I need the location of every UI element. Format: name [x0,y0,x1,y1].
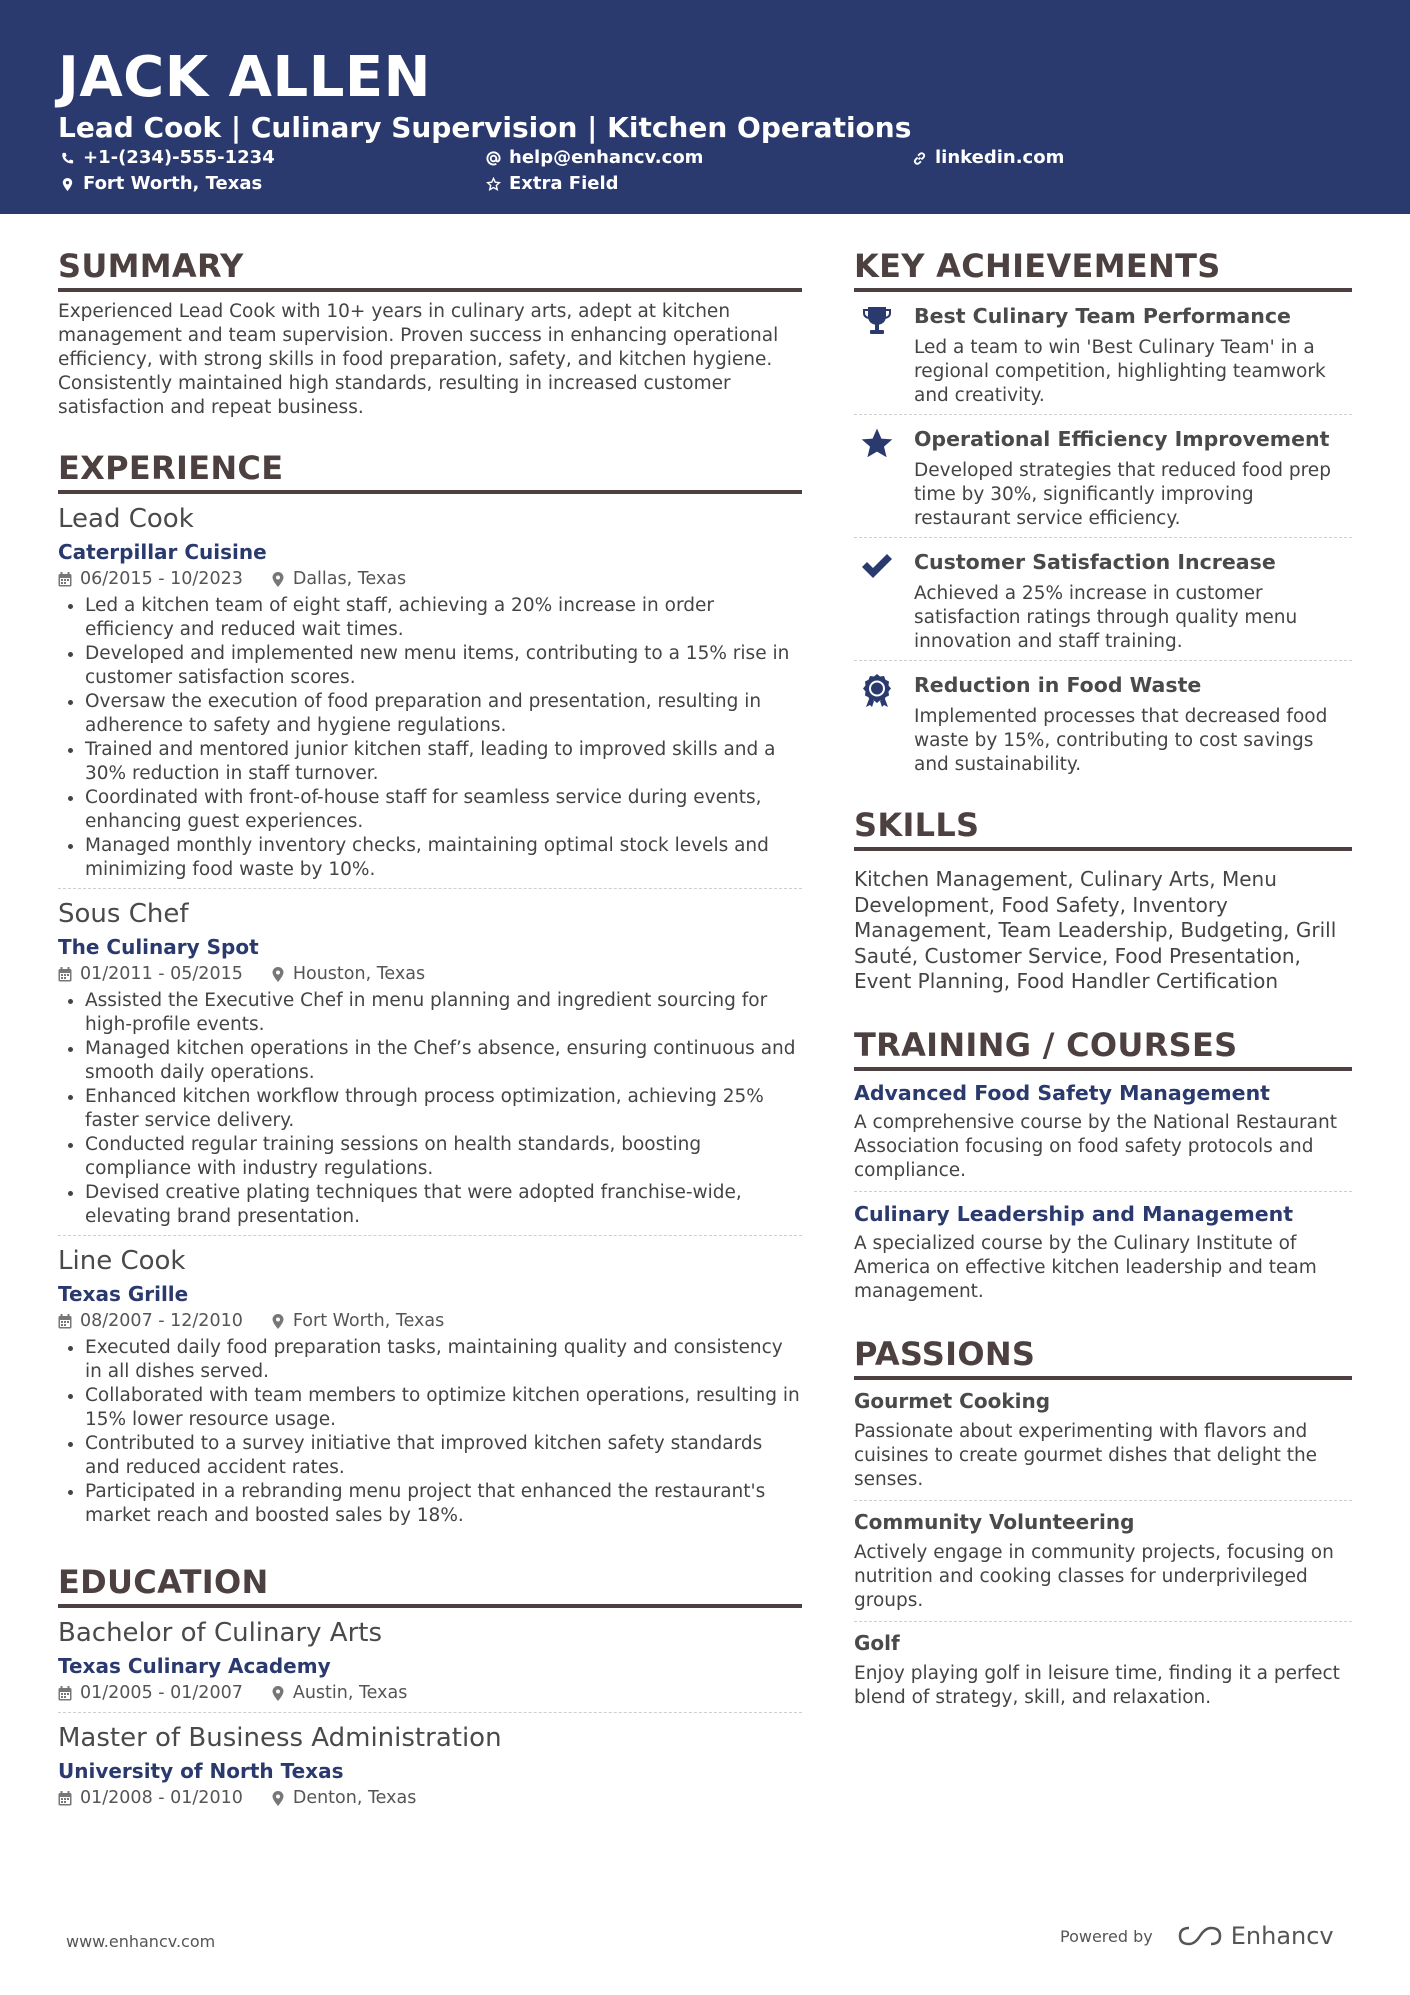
course-entry [854,1071,1352,1192]
passion-entry [854,1622,1352,1718]
skills-heading: SKILLS [854,805,1352,851]
job-bullet: Conducted regular training sessions on health standards, boosting compliance with industry regulations. [58,1133,802,1181]
enhancv-logo-text: Enhancv [1230,1922,1334,1950]
passions-list [854,1380,1352,1718]
extra-field-contact [486,172,619,196]
date-range [58,1785,243,1811]
achievement-entry [854,538,1352,661]
passion-description: Actively engage in community projects, focusing on nutrition and cooking classes for underprivileged groups. [854,1541,1334,1611]
passion-title: Gourmet Cooking [854,1388,1051,1413]
experience-section [58,448,802,1534]
link-icon [912,151,927,166]
job-bullet: Enhanced kitchen workflow through process optimization, achieving 25% faster service delivery. [58,1085,802,1133]
achievement-title: Customer Satisfaction Increase [914,550,1276,574]
company-name: Caterpillar Cuisine [58,540,267,564]
passion-title: Golf [854,1630,900,1655]
education-heading: EDUCATION [58,1562,802,1608]
training-heading: TRAINING / COURSES [854,1025,1352,1071]
school-name: Texas Culinary Academy [58,1654,331,1678]
job-bullet: Devised creative plating techniques that were adopted franchise-wide, elevating brand presentation. [58,1181,802,1229]
meta-row [58,1308,802,1334]
company-name: Texas Grille [58,1282,189,1306]
company-name: The Culinary Spot [58,935,259,959]
resume-header [0,0,1410,214]
email-text: help@enhancv.com [509,147,704,168]
location-pin-icon [271,967,285,982]
course-title: Culinary Leadership and Management [854,1201,1293,1226]
footer-website[interactable]: www.enhancv.com [66,1932,216,1951]
job-title: Line Cook [58,1246,186,1276]
location [271,961,425,987]
achievements-heading: KEY ACHIEVEMENTS [854,246,1352,292]
skills-text: Kitchen Management, Culinary Arts, Menu Development, Food Safety, Inventory Management, Team Leadership, Budgeting, Grill Sauté, Customer Service, Food Presentation, Event Planning, Food Handler Certification [854,867,1337,993]
achievement-entry [854,292,1352,415]
degree-title: Master of Business Administration [58,1723,502,1753]
location-pin-icon [271,572,285,587]
candidate-headline: Lead Cook | Culinary Supervision | Kitchen Operations [58,111,912,144]
location-text: Houston, Texas [292,964,426,984]
education-list [58,1608,802,1817]
skills-section [854,805,1352,995]
award-ribbon-icon [860,673,894,707]
achievement-icon-wrap [854,425,914,531]
checkmark-icon [860,550,894,584]
education-entry [58,1608,802,1713]
achievement-icon-wrap [854,302,914,408]
location-text: Denton, Texas [292,1788,417,1808]
passion-title: Community Volunteering [854,1509,1135,1534]
location-pin-icon [271,1686,285,1701]
date-text: 06/2015 - 10/2023 [80,569,243,589]
training-section [854,1025,1352,1312]
experience-heading: EXPERIENCE [58,448,802,494]
job-bullet: Trained and mentored junior kitchen staff, leading to improved skills and a 30% reduction in staff turnover. [58,738,802,786]
meta-row [58,566,802,592]
calendar-icon [58,967,72,982]
course-description: A comprehensive course by the National Restaurant Association focusing on food safety protocols and compliance. [854,1111,1337,1181]
meta-row [58,961,802,987]
degree-title: Bachelor of Culinary Arts [58,1618,382,1648]
achievements-list [854,292,1352,783]
location-pin-icon [271,1314,285,1329]
achievement-title: Reduction in Food Waste [914,673,1202,697]
achievement-title: Operational Efficiency Improvement [914,427,1330,451]
date-text: 08/2007 - 12/2010 [80,1311,243,1331]
achievement-content [914,425,1352,531]
trophy-icon [860,304,894,338]
school-name: University of North Texas [58,1759,344,1783]
achievement-content [914,671,1352,777]
achievements-section [854,246,1352,783]
job-bullet: Assisted the Executive Chef in menu planning and ingredient sourcing for high-profile events. [58,989,802,1037]
meta-row [58,1785,802,1811]
date-range [58,1680,243,1706]
email-contact[interactable] [486,146,703,170]
job-bullet: Developed and implemented new menu items, contributing to a 15% rise in customer satisfaction scores. [58,642,802,690]
achievement-content [914,548,1352,654]
passion-entry [854,1380,1352,1501]
job-entry [58,494,802,889]
phone-text: +1-(234)-555-1234 [83,147,275,168]
course-description: A specialized course by the Culinary Institute of America on effective kitchen leadership and team management. [854,1232,1317,1302]
passion-description: Enjoy playing golf in leisure time, finding it a perfect blend of strategy, skill, and relaxation. [854,1662,1340,1708]
right-column [854,246,1352,1718]
enhancv-logo-icon [1177,1924,1223,1948]
job-entry [58,1236,802,1534]
calendar-icon [58,1314,72,1329]
phone-contact[interactable] [60,146,275,170]
at-icon [486,151,501,166]
location-text: Dallas, Texas [292,569,407,589]
achievement-icon-wrap [854,671,914,777]
job-bullets [58,1336,802,1528]
linkedin-text: linkedin.com [935,147,1065,168]
calendar-icon [58,1686,72,1701]
education-section [58,1562,802,1817]
extra-field-text: Extra Field [509,173,619,194]
achievement-content [914,302,1352,408]
achievement-description: Led a team to win 'Best Culinary Team' in a regional competition, highlighting teamwork and creativity. [914,337,1326,406]
linkedin-contact[interactable] [912,146,1064,170]
experience-list [58,494,802,1534]
achievement-description: Implemented processes that decreased food waste by 15%, contributing to cost savings and sustainability. [914,706,1328,775]
job-bullets [58,594,802,882]
achievement-entry [854,415,1352,538]
calendar-icon [58,572,72,587]
star-icon [860,427,894,461]
achievement-title: Best Culinary Team Performance [914,304,1291,328]
summary-section [58,246,802,420]
location-pin-icon [60,177,75,192]
summary-heading: SUMMARY [58,246,802,292]
job-bullet: Led a kitchen team of eight staff, achieving a 20% increase in order efficiency and reduced wait times. [58,594,802,642]
powered-by-text: Powered by [1060,1926,1153,1946]
training-list [854,1071,1352,1312]
date-text: 01/2005 - 01/2007 [80,1683,243,1703]
candidate-name: JACK ALLEN [58,45,431,110]
date-range [58,1308,243,1334]
job-bullet: Oversaw the execution of food preparation and presentation, resulting in adherence to safety and hygiene regulations. [58,690,802,738]
location [271,1785,417,1811]
date-range [58,566,243,592]
job-bullet: Contributed to a survey initiative that improved kitchen safety standards and reduced accident rates. [58,1432,802,1480]
summary-text: Experienced Lead Cook with 10+ years in culinary arts, adept at kitchen management and team supervision. Proven success in enhancing operational efficiency, with strong skills in food preparation, safety, and kitchen hygiene. Consistently maintained high standards, resulting in increased customer satisfaction and repeat business. [58,301,779,418]
job-bullet: Managed monthly inventory checks, maintaining optimal stock levels and minimizing food waste by 10%. [58,834,802,882]
course-entry [854,1192,1352,1312]
phone-icon [60,151,75,166]
job-title: Lead Cook [58,504,194,534]
location [271,566,406,592]
location-contact [60,172,262,196]
footer-branding [1060,1922,1334,1950]
location-text: Austin, Texas [292,1683,408,1703]
passion-description: Passionate about experimenting with flavors and cuisines to create gourmet dishes that delight the senses. [854,1420,1318,1490]
job-bullet: Executed daily food preparation tasks, maintaining quality and consistency in all dishes served. [58,1336,802,1384]
location [271,1308,444,1334]
job-bullet: Collaborated with team members to optimize kitchen operations, resulting in 15% lower resource usage. [58,1384,802,1432]
left-column [58,246,802,1817]
passions-heading: PASSIONS [854,1334,1352,1380]
calendar-icon [58,1791,72,1806]
job-bullet: Participated in a rebranding menu project that enhanced the restaurant's market reach and boosted sales by 18%. [58,1480,802,1528]
achievement-description: Achieved a 25% increase in customer satisfaction ratings through quality menu innovation and staff training. [914,583,1298,652]
meta-row [58,1680,802,1706]
job-title: Sous Chef [58,899,189,929]
passion-entry [854,1501,1352,1622]
location-text: Fort Worth, Texas [292,1311,445,1331]
passions-section [854,1334,1352,1718]
job-bullet: Coordinated with front-of-house staff for seamless service during events, enhancing guest experiences. [58,786,802,834]
date-text: 01/2011 - 05/2015 [80,964,243,984]
date-range [58,961,243,987]
star-outline-icon [486,177,501,192]
job-bullet: Managed kitchen operations in the Chef’s absence, ensuring continuous and smooth daily operations. [58,1037,802,1085]
enhancv-logo[interactable] [1177,1922,1334,1950]
job-bullets [58,989,802,1229]
date-text: 01/2008 - 01/2010 [80,1788,243,1808]
course-title: Advanced Food Safety Management [854,1080,1270,1105]
location-pin-icon [271,1791,285,1806]
achievement-icon-wrap [854,548,914,654]
achievement-description: Developed strategies that reduced food prep time by 30%, significantly improving restaurant service efficiency. [914,460,1331,529]
location-text: Fort Worth, Texas [83,173,263,194]
achievement-entry [854,661,1352,783]
job-entry [58,889,802,1236]
location [271,1680,408,1706]
education-entry [58,1713,802,1817]
